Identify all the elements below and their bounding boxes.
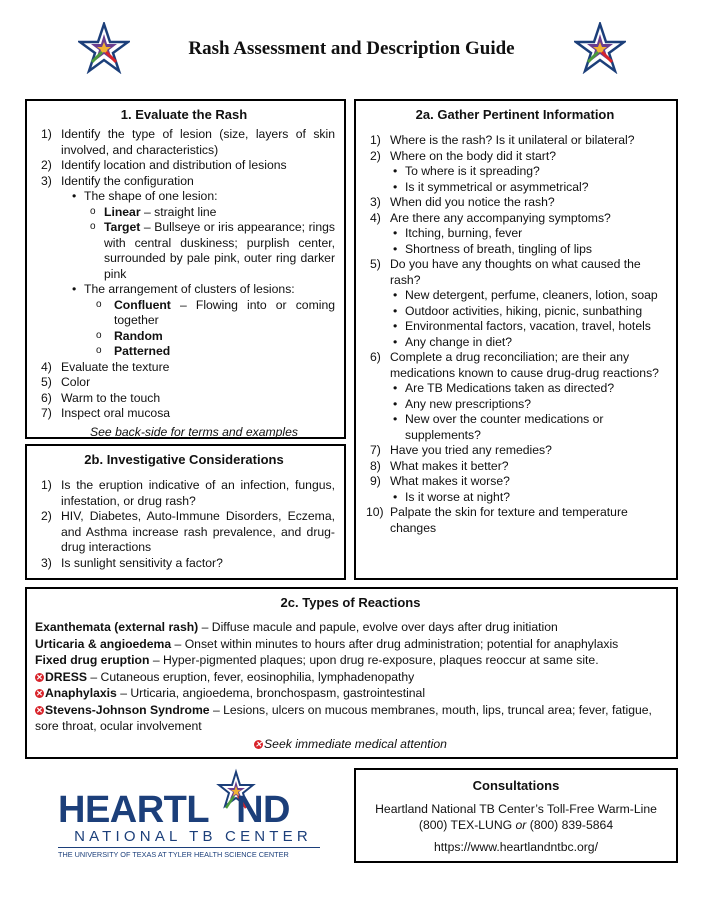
sub-item: • Shortness of breath, tingling of lips bbox=[392, 242, 668, 258]
question-item: 5) Do you have any thoughts on what caused the rash? • New detergent, perfume, cleaners, lotion, soap • Outdoor activities, hiking, picnic, sunbathing • Environmental factors, vacation, travel, hotels • Any change in diet? bbox=[362, 257, 668, 350]
list-item: 2) HIV, Diabetes, Auto-Immune Disorders, Eczema, and Asthma increase rash prevalence, and drug-drug interactions bbox=[41, 509, 335, 554]
arrangement-item: o Confluent – Flowing into or coming together bbox=[90, 298, 335, 329]
investigative-section bbox=[25, 444, 346, 580]
gather-info-section bbox=[354, 99, 678, 580]
section-heading: 2b. Investigative Considerations bbox=[84, 452, 284, 467]
list-item: 3) Identify the configuration • The shape of one lesion: o Linear – straight line o Target – Bullseye or iris appearance; rings with central duskiness; purplish center, surrounded by pale pink, outer ring darker pink • The arrangement of clusters of lesions: o Confluent – Flowing into or coming together o Random o Patterned bbox=[33, 174, 335, 360]
warning-note: ✕ Seek immediate medical attention bbox=[255, 736, 447, 751]
warm-line-label: Heartland National TB Center’s Toll-Free Warm-Line bbox=[375, 802, 657, 816]
shape-item: o Target – Bullseye or iris appearance; rings with central duskiness; purplish center, surrounded by pale pink, outer ring darker pink bbox=[84, 220, 335, 282]
logo-wordmark: HEARTL ND bbox=[58, 789, 290, 831]
arrangement-item: o Patterned bbox=[90, 344, 335, 360]
reactions-section bbox=[25, 587, 678, 759]
question-item: 4) Are there any accompanying symptoms? • Itching, burning, fever • Shortness of breath, tingling of lips bbox=[362, 211, 668, 258]
arrangement-item: o Random bbox=[90, 329, 335, 345]
evaluate-rash-section bbox=[25, 99, 346, 439]
warning-icon: ✕ bbox=[36, 689, 43, 698]
reaction-item: ✕ Anaphylaxis – Urticaria, angioedema, bronchospasm, gastrointestinal bbox=[36, 686, 426, 700]
list-item: 5) Color bbox=[41, 375, 91, 389]
question-item: 1) Where is the rash? Is it unilateral or bilateral? bbox=[370, 133, 635, 147]
page-title: Rash Assessment and Description Guide bbox=[188, 38, 515, 59]
sub-item: • Itching, burning, fever bbox=[392, 226, 668, 242]
sub-item: • The arrangement of clusters of lesions: o Confluent – Flowing into or coming together o Random o Patterned bbox=[71, 282, 335, 360]
warning-icon: ✕ bbox=[36, 672, 43, 682]
sub-item: • Outdoor activities, hiking, picnic, sunbathing bbox=[392, 304, 668, 320]
back-side-note: See back-side for terms and examples bbox=[90, 424, 298, 439]
section-heading: 1. Evaluate the Rash bbox=[120, 107, 248, 122]
sub-item: • Is it worse at night? bbox=[392, 490, 668, 506]
reaction-item: ✕ Stevens-Johnson Syndrome – Lesions, ulcers on mucous membranes, mouth, lips, truncal area; fever, fatigue, sore throat, ocular involvement bbox=[35, 702, 652, 733]
sub-item: • Environmental factors, vacation, travel, hotels bbox=[392, 319, 668, 335]
sub-item: • New over the counter medications or supplements? bbox=[392, 412, 668, 443]
sub-item: • Are TB Medications taken as directed? bbox=[392, 381, 668, 397]
list-item: 6) Warm to the touch bbox=[41, 390, 161, 405]
list-item: 2) Identify location and distribution of lesions bbox=[41, 158, 287, 172]
logo-subtitle: NATIONAL TB CENTER bbox=[74, 828, 312, 845]
reaction-item: Fixed drug eruption – Hyper-pigmented plaques; upon drug re-exposure, plaques reoccur at same site. bbox=[35, 653, 599, 667]
sub-item: • New detergent, perfume, cleaners, lotion, soap bbox=[392, 288, 668, 304]
list-item: 3) Is sunlight sensitivity a factor? bbox=[41, 555, 223, 570]
sub-item: • Any new prescriptions? bbox=[392, 397, 668, 413]
section-heading: 2c. Types of Reactions bbox=[280, 595, 421, 610]
list-item: 1) Identify the type of lesion (size, layers of skin involved, and characteristics) bbox=[41, 127, 335, 157]
reaction-item: ✕ DRESS – Cutaneous eruption, fever, eosinophilia, lymphadenopathy bbox=[36, 669, 415, 684]
question-item: 10) Palpate the skin for texture and temperature changes bbox=[366, 505, 628, 535]
question-item: 8) What makes it better? bbox=[370, 458, 509, 473]
star-logo-icon bbox=[574, 22, 626, 74]
section-heading: Consultations bbox=[472, 778, 560, 793]
sub-item: • Any change in diet? bbox=[392, 335, 668, 351]
logo-divider bbox=[58, 847, 320, 848]
heartland-logo bbox=[58, 768, 328, 868]
question-item: 6) Complete a drug reconciliation; are their any medications known to cause drug-drug reactions? • Are TB Medications taken as directed? • Any new prescriptions? • New over the counter medications or supplements? bbox=[362, 350, 668, 443]
reaction-item: Exanthemata (external rash) – Diffuse macule and papule, evolve over days after drug initiation bbox=[35, 620, 558, 634]
section-heading: 2a. Gather Pertinent Information bbox=[415, 107, 615, 122]
logo-university: THE UNIVERSITY OF TEXAS AT TYLER HEALTH SCIENCE CENTER bbox=[58, 850, 289, 859]
warning-icon: ✕ bbox=[36, 705, 43, 715]
website-link[interactable]: https://www.heartlandntbc.org/ bbox=[434, 840, 598, 854]
list-item: 4) Evaluate the texture bbox=[41, 359, 170, 374]
question-item: 2) Where on the body did it start? • To where is it spreading? • Is it symmetrical or asymmetrical? bbox=[362, 149, 668, 196]
consultations-section bbox=[354, 768, 678, 863]
question-item: 3) When did you notice the rash? bbox=[370, 195, 555, 209]
sub-item: • Is it symmetrical or asymmetrical? bbox=[392, 180, 668, 196]
question-item: 7) Have you tried any remedies? bbox=[370, 443, 552, 457]
warning-icon: ✕ bbox=[255, 739, 262, 749]
list-item: 7) Inspect oral mucosa bbox=[41, 406, 171, 420]
sub-item: • The shape of one lesion: o Linear – straight line o Target – Bullseye or iris appearance; rings with central duskiness; purplish center, surrounded by pale pink, outer ring darker pink bbox=[71, 189, 335, 282]
question-item: 9) What makes it worse? • Is it worse at night? bbox=[362, 474, 668, 505]
list-item: 1) Is the eruption indicative of an infection, fungus, infestation, or drug rash? bbox=[41, 478, 335, 508]
reaction-item: Urticaria & angioedema – Onset within minutes to hours after drug administration; potential for anaphylaxis bbox=[35, 636, 619, 651]
shape-item: o Linear – straight line bbox=[84, 205, 335, 221]
sub-item: • To where is it spreading? bbox=[392, 164, 668, 180]
phone-numbers: (800) TEX-LUNG or (800) 839-5864 bbox=[418, 817, 614, 832]
